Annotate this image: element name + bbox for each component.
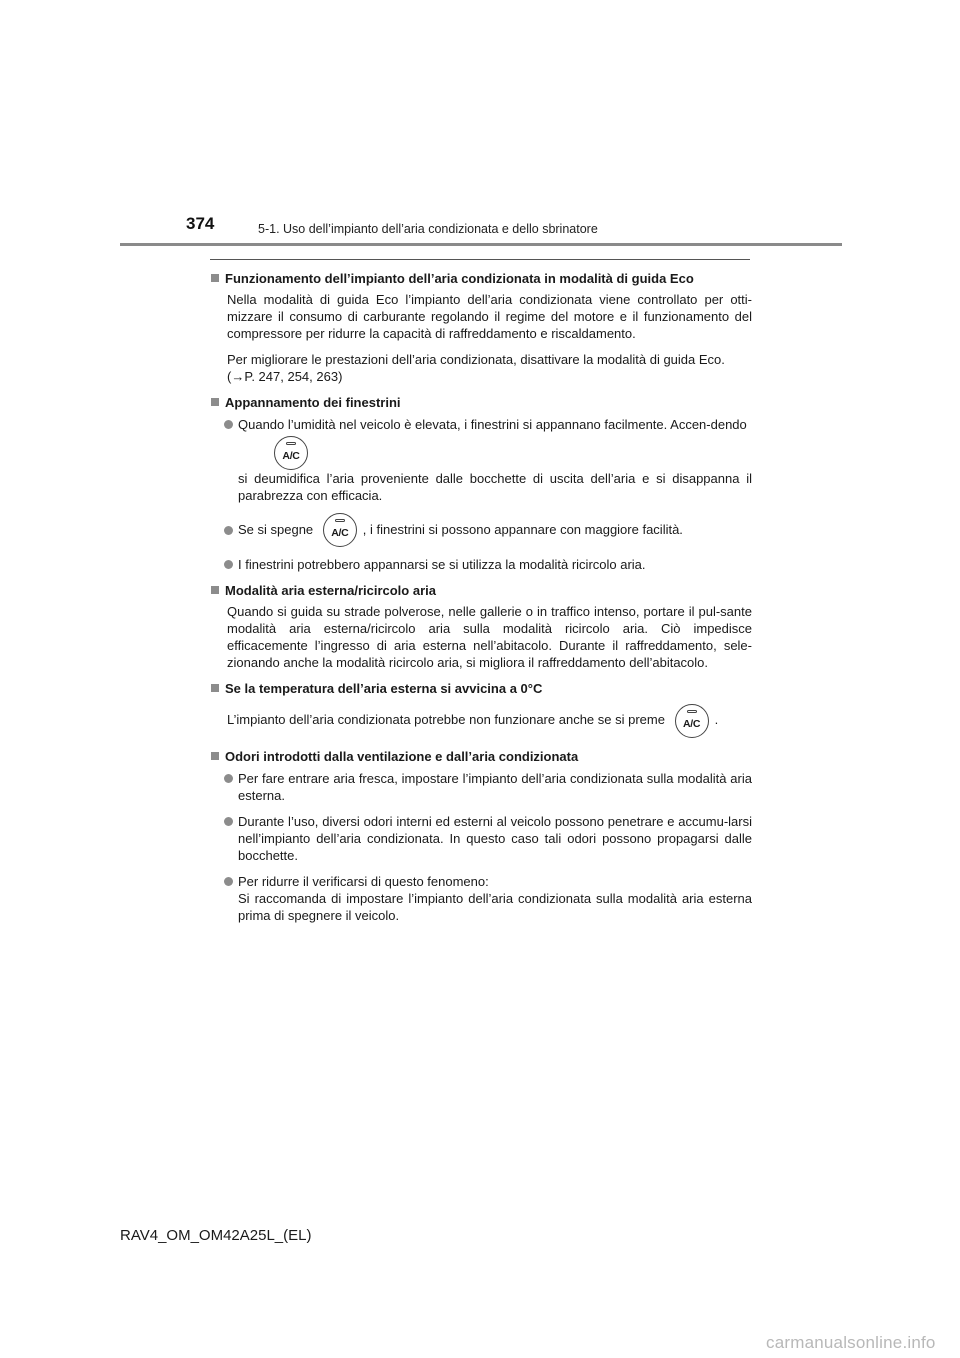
list-item-text: si deumidifica l’aria proveniente dalle bocchette di uscita dell’aria e si disappanna il parabrezza con efficacia. bbox=[238, 470, 752, 503]
square-bullet-icon bbox=[211, 684, 219, 692]
indicator-icon bbox=[687, 710, 697, 713]
list-item-text: Durante l’uso, diversi odori interni ed esterni al veicolo possono penetrare e accumu-larsi nell’impianto dell’aria condizionata. In questo caso tali odori possono propagarsi dalle bocchette. bbox=[238, 814, 752, 864]
list-item-text: Quando l’umidità nel veicolo è elevata, i finestrini si appannano facilmente. Accen-dendo bbox=[238, 417, 747, 432]
list-item-text: Per fare entrare aria fresca, impostare l’impianto dell’aria condizionata sulla modalità aria esterna. bbox=[238, 771, 752, 804]
list-item-text: Se si spegne bbox=[238, 521, 314, 537]
list-item bbox=[210, 873, 752, 924]
watermark: carmanualsonline.info bbox=[766, 1333, 936, 1352]
paragraph-text: L’impianto dell’aria condizionata potrebbe non funzionare anche se si preme bbox=[227, 712, 665, 728]
round-bullet-icon bbox=[224, 526, 233, 535]
list-item-text: , i finestrini si possono appannare con maggiore facilità. bbox=[362, 521, 683, 537]
round-bullet-icon bbox=[224, 817, 233, 826]
list-item bbox=[210, 813, 752, 864]
ac-button-icon bbox=[675, 704, 709, 738]
section-rule bbox=[210, 259, 750, 260]
page-number: 374 bbox=[186, 214, 215, 233]
list-item bbox=[210, 556, 752, 573]
paragraph bbox=[210, 351, 752, 385]
ac-button-icon bbox=[323, 513, 357, 547]
list-item bbox=[210, 513, 752, 548]
section-title: Odori introdotti dalla ventilazione e dall’aria condizionata bbox=[225, 749, 579, 765]
round-bullet-icon bbox=[224, 774, 233, 783]
document-code: RAV4_OM_OM42A25L_(EL) bbox=[120, 1227, 312, 1244]
round-bullet-icon bbox=[224, 877, 233, 886]
section-heading-odors bbox=[210, 748, 752, 765]
ac-button-label: A/C bbox=[331, 527, 349, 540]
indicator-icon bbox=[335, 519, 345, 522]
paragraph: Nella modalità di guida Eco l’impianto dell’aria condizionata viene controllato per otti-mizzare il consumo di carburante regolando il regime del motore e il funzionamento del compressore per ridurre la capacità di raffreddamento e riscaldamento. bbox=[227, 292, 752, 341]
chapter-title: 5-1. Uso dell’impianto dell’aria condizionata e dello sbrinatore bbox=[258, 222, 598, 236]
square-bullet-icon bbox=[211, 752, 219, 760]
header-rule bbox=[120, 243, 842, 246]
paragraph bbox=[210, 701, 752, 739]
page-content bbox=[210, 270, 752, 924]
section-heading-air-mode bbox=[210, 582, 752, 599]
square-bullet-icon bbox=[211, 398, 219, 406]
section-title: Appannamento dei finestrini bbox=[225, 395, 401, 410]
list-item bbox=[210, 416, 752, 504]
list-item-text: I finestrini potrebbero appannarsi se si utilizza la modalità ricircolo aria. bbox=[238, 557, 646, 573]
list-item-text: Si raccomanda di impostare l’impianto dell’aria condizionata sulla modalità aria esterna prima di spegnere il veicolo. bbox=[238, 891, 752, 924]
paragraph-text: . bbox=[714, 712, 719, 728]
section-heading-temperature bbox=[210, 680, 752, 697]
list-item-text: Per ridurre il verificarsi di questo fenomeno: bbox=[238, 874, 489, 890]
paragraph-text: Per migliorare le prestazioni dell’aria condizionata, disattivare la modalità di guida Eco. bbox=[227, 352, 725, 367]
page-reference: (→P. 247, 254, 263) bbox=[227, 369, 343, 384]
round-bullet-icon bbox=[224, 560, 233, 569]
paragraph: Quando si guida su strade polverose, nelle gallerie o in traffico intenso, portare il pul-sante modalità aria esterna/ricircolo aria sulla modalità ricircolo aria. Ciò impedisce efficacemente l’ingresso di aria esterna nell’abitacolo. Durante il raffreddamento, sele-zionando anche la modalità ricircolo aria, si migliora il raffreddamento dell’abitacolo. bbox=[227, 604, 752, 671]
list-item bbox=[210, 770, 752, 804]
section-title: Funzionamento dell’impianto dell’aria condizionata in modalità di guida Eco bbox=[225, 271, 694, 286]
square-bullet-icon bbox=[211, 274, 219, 282]
ac-button-label: A/C bbox=[282, 449, 300, 462]
section-heading-fog bbox=[210, 394, 752, 411]
indicator-icon bbox=[286, 442, 296, 445]
section-title: Se la temperatura dell’aria esterna si avvicina a 0°C bbox=[225, 681, 543, 697]
square-bullet-icon bbox=[211, 586, 219, 594]
ac-line bbox=[238, 435, 752, 470]
section-title: Modalità aria esterna/ricircolo aria bbox=[225, 583, 436, 599]
section-heading-eco bbox=[210, 270, 752, 287]
ac-button-label: A/C bbox=[682, 717, 701, 730]
round-bullet-icon bbox=[224, 420, 233, 429]
ac-button-icon bbox=[274, 436, 308, 470]
